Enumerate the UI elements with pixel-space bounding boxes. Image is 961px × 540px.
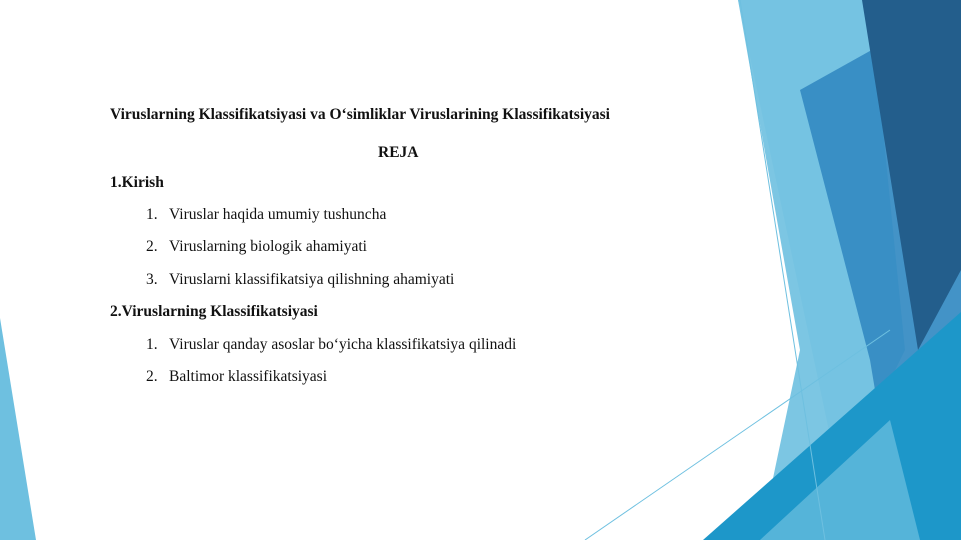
list-item [146, 206, 386, 224]
list-item-number: 1. [146, 206, 158, 223]
list-item-number: 2. [146, 368, 158, 385]
list-item [146, 238, 367, 256]
slide-title: Viruslarning Klassifikatsiyasi va O‘simliklar Viruslarining Klassifikatsiyasi [110, 106, 610, 123]
section-heading-kirish: 1.Kirish [110, 174, 164, 191]
list-item-text: Viruslarning biologik ahamiyati [169, 238, 367, 255]
list-item [146, 368, 327, 386]
list-item-number: 3. [146, 271, 158, 288]
list-item-number: 1. [146, 336, 158, 353]
list-item-number: 2. [146, 238, 158, 255]
section-heading-klassifikatsiya: 2.Viruslarning Klassifikatsiyasi [110, 303, 318, 320]
list-item-text: Viruslarni klassifikatsiya qilishning ahamiyati [169, 271, 455, 288]
list-item-text: Viruslar haqida umumiy tushuncha [169, 206, 387, 223]
list-item-text: Baltimor klassifikatsiyasi [169, 368, 327, 385]
slide-subtitle: REJA [378, 144, 419, 161]
list-item-text: Viruslar qanday asoslar bo‘yicha klassifikatsiya qilinadi [169, 336, 517, 353]
list-item [146, 336, 516, 354]
list-item [146, 271, 454, 289]
